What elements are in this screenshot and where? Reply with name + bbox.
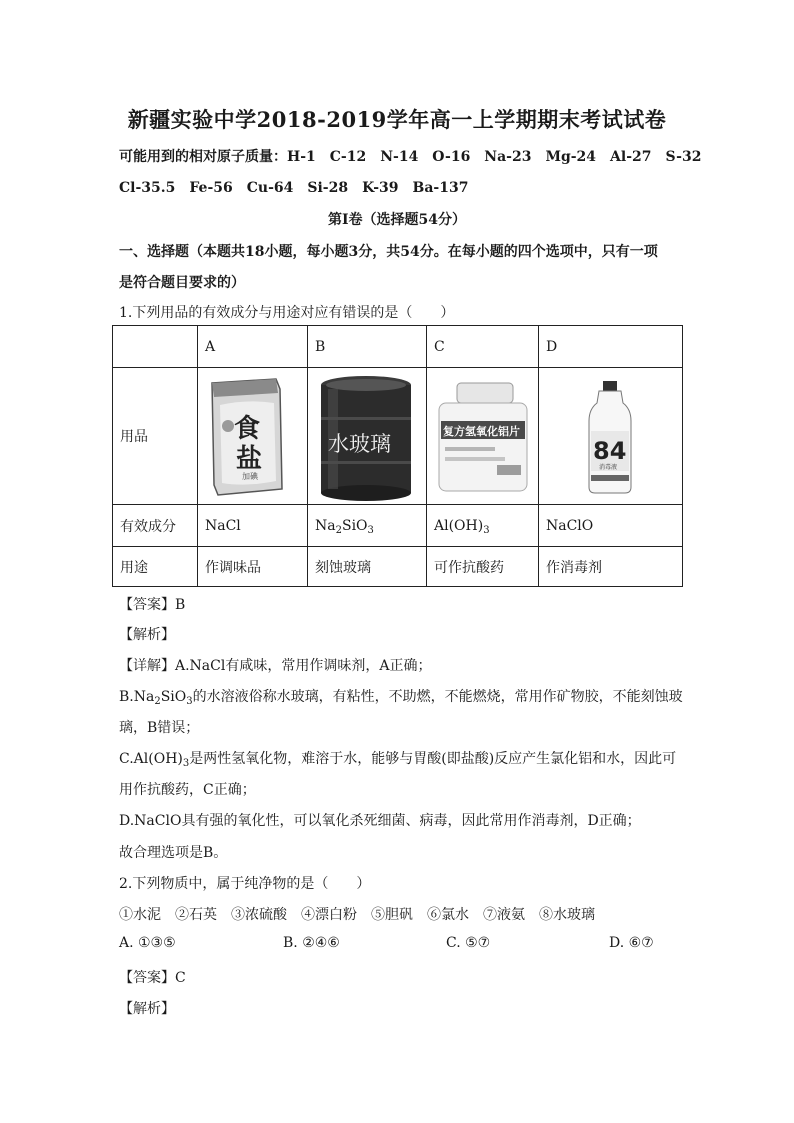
atomic-masses-line-1: 可能用到的相对原子质量：H-1 C-12 N-14 O-16 Na-23 Mg-24 Al-27 S-32 [119,149,702,165]
salt-bag-image [198,368,308,505]
component-b: $Na_2SiO_3$ [308,505,427,547]
instructions-line-2: 是符合题目要求的） [119,275,245,291]
explanation-b-line-2: 璃，B错误； [119,720,200,736]
use-d: 作消毒剂 [539,547,683,587]
use-c: 可作抗酸药 [427,547,539,587]
water-glass-drum-image [308,368,427,505]
question-1-analysis-title: 【解析】 [119,627,175,643]
question-2-stem: 2.下列物质中，属于纯净物的是（ ） [119,876,371,892]
explanation-d: D.NaClO具有强的氧化性，可以氧化杀死细菌、病毒，因此常用作消毒剂，D正确； [119,813,641,829]
component-c: $Al(OH)_3$ [427,505,539,547]
question-1-stem: 1.下列用品的有效成分与用途对应有错误的是（ ） [119,305,455,321]
table-header-cell: D [539,326,683,368]
option-b: B. ②④⑥ [283,935,340,951]
aluminum-hydroxide-bottle-image [427,368,539,505]
salt-label-iodized: 加碘 [242,471,258,481]
row-label-use: 用途 [113,547,198,587]
table-header-row [113,326,683,368]
disinfectant-label-84: 84 [593,436,627,465]
section-title: 第Ⅰ卷（选择题54分） [327,212,467,228]
use-a: 作调味品 [198,547,308,587]
explanation-b-line-1: $B.Na_2SiO_3$的水溶液俗称水玻璃，有粘性，不助燃，不能燃烧，常用作矿物胶，不能刻蚀玻 [119,689,683,707]
salt-label-food: 食 [234,413,261,444]
disinfectant-bottle-image [539,368,683,505]
bottle-label-medicine: 复方氢氧化铝片 [443,424,520,438]
component-d: NaClO [539,505,683,547]
question-1-answer: 【答案】B [119,597,186,613]
table-row-items [113,368,683,505]
option-a: A. ①③⑤ [119,935,176,951]
drum-label-water-glass: 水玻璃 [328,431,391,456]
table-header-cell: C [427,326,539,368]
atomic-masses-line-2: Cl-35.5 Fe-56 Cu-64 Si-28 K-39 Ba-137 [119,180,469,196]
conclusion: 故合理选项是B。 [119,845,228,861]
option-d: D. ⑥⑦ [609,935,654,951]
instructions-line-1: 一、选择题（本题共18小题，每小题3分，共54分。在每小题的四个选项中，只有一项 [119,244,658,260]
table-header-cell: A [198,326,308,368]
row-label-item: 用品 [113,368,198,505]
table-row-uses [113,547,683,587]
use-b: 刻蚀玻璃 [308,547,427,587]
explanation-c-line-2: 用作抗酸药，C正确； [119,782,256,798]
question-2-items: ①水泥 ②石英 ③浓硫酸 ④漂白粉 ⑤胆矾 ⑥氯水 ⑦液氨 ⑧水玻璃 [119,907,595,923]
component-a: NaCl [198,505,308,547]
question-1-table [112,325,683,587]
explanation-a: 【详解】A.NaCl有咸味，常用作调味剂，A正确； [119,658,432,674]
row-label-component: 有效成分 [113,505,198,547]
question-2-analysis-title: 【解析】 [119,1001,175,1017]
disinfectant-label-name: 消毒液 [599,463,618,471]
page-title: 新疆实验中学2018-2019学年高一上学期期末考试试卷 [127,107,667,132]
table-header-cell [113,326,198,368]
salt-label-salt: 盐 [236,443,263,474]
option-c: C. ⑤⑦ [446,935,491,951]
table-header-cell: B [308,326,427,368]
explanation-c-line-1: $C.Al(OH)_3$是两性氢氧化物，难溶于水，能够与胃酸(即盐酸)反应产生氯化铝和水，因此可 [119,751,677,769]
question-2-answer: 【答案】C [119,970,186,986]
table-row-components [113,505,683,547]
